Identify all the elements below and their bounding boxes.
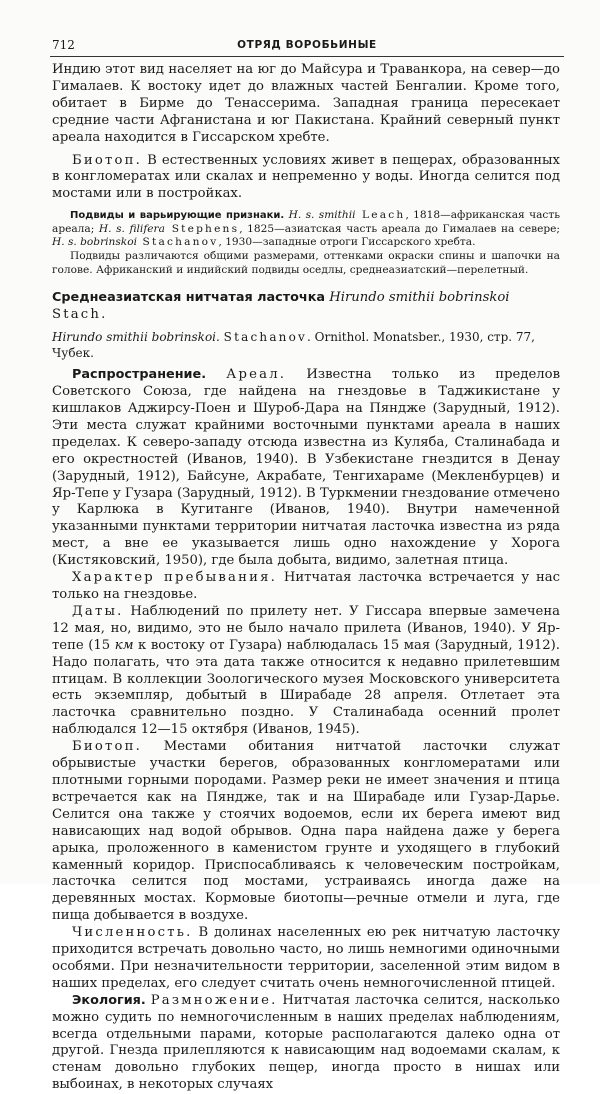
- paragraph-distribution: Распространение. Ареал. Известна только из пределов Советского Союза, где найдена на гнездовье в Таджикистане у кишлаков Аджирсу-Поен и Шуроб-Дара на Пяндже (Зарудный, 1912). Эти места служат крайними восточными пунктами ареала в наших пределах. К северо-западу отсюда известна из Куляба, Сталинабада и его окрестностей (Иванов, 1940). В Узбекистане гнездится в Денау (Зарудный, 1912), Байсуне, Акрабате, Тенгихараме (Мекленбурцев) и Яр-Тепе у Гузара (Зарудный, 1912). В Туркмении гнездование отмечено у Карлюка в Кугитанге (Иванов, 1940). Внутри намеченной указанными пунктами территории нитчатая ласточка известна из ряда мест, а вне ее указывается лишь одно нахождение у Хорога (Кистяковский, 1950), где была добыта, видимо, залетная птица.: [52, 367, 560, 569]
- label-stay: Характер пребывания.: [72, 570, 278, 586]
- page-body: [52, 62, 560, 1094]
- label-biotope: Биотоп.: [72, 152, 143, 168]
- running-header: [50, 38, 564, 57]
- paragraph-biotope-species: Биотоп. Местами обитания нитчатой ласточки служат обрывистые участки берегов, образованных конгломератами или плотными горными породами. Размер реки не имеет значения и птица встречается как на Пяндже, так и на Ширабаде или Гузар-Дарье. Селится она также у стоячих водоемов, если их берега имеют вид нависающих над водой обрывов. Одна пара найдена даже у берега арыка, проложенного в каменистом грунте и уходящего в глубокий каменный коридор. Приспосабливаясь к человеческим постройкам, ласточка селится под мостами, устраиваясь иногда даже на деревянных мостах. Кормовые биотопы—речные отмели и луга, где пища добывается в воздухе.: [52, 739, 560, 924]
- label-subspecies: Подвиды и варьирующие признаки.: [70, 210, 285, 222]
- label-reproduction: Размножение.: [150, 992, 278, 1008]
- label-dates: Даты.: [72, 603, 124, 619]
- species-heading: [52, 289, 560, 323]
- species-latin-name: Hirundo smithii bobrinskoi: [329, 290, 510, 306]
- species-author: Stach.: [52, 307, 108, 323]
- label-range: Ареал.: [226, 367, 287, 383]
- page-number: 712: [52, 38, 75, 52]
- paragraph-stay: Характер пребывания. Нитчатая ласточка встречается у нас только на гнездовье.: [52, 570, 560, 602]
- label-biotope-species: Биотоп.: [72, 739, 143, 755]
- species-title: Среднеазиатская нитчатая ласточка: [52, 290, 326, 306]
- label-abundance: Численность.: [72, 925, 193, 941]
- paragraph-range-continuation: Индию этот вид населяет на юг до Майсура и Траванкора, на север—до Гималаев. К востоку идет до влажных частей Бенгалии. Кроме того, обитает в Бирме до Тенассерима. Западная граница пересекает средние части Афганистана и юг Пакистана. Крайний северный пункт ареала находится в Гиссарском хребте.: [52, 62, 560, 145]
- paragraph-abundance: Численность. В долинах населенных ею рек нитчатую ласточку приходится встречать довольно часто, но лишь немногими одиночными особями. При незначительности территории, заселенной этим видом в наших пределах, его следует считать очень немногочисленной птицей.: [52, 925, 560, 991]
- label-distribution: Распространение.: [72, 367, 207, 383]
- paragraph-subspecies: Подвиды и варьирующие признаки. H. s. smithii Leach, 1818—африканская часть ареала; H. s. filifera Stephens, 1825—азиатская часть ареала до Гималаев на севере; H. s. bobrinskoi Stachanov, 1930—западные отроги Гиссарского хребта.: [52, 209, 561, 249]
- paragraph-biotope-general: Биотоп. В естественных условиях живет в пещерах, образованных в конгломератах или скалах и непременно у воды. Иногда селится под мостами или в постройках.: [52, 152, 560, 202]
- paragraph-subspecies-differences: Подвиды различаются общими размерами, оттенками окраски спины и шапочки на голове. Африканский и индийский подвиды оседлы, среднеазиатский—перелетный.: [52, 250, 560, 276]
- synonymy-line: Hirundo smithii bobrinskoi. Stachanov. Ornithol. Monatsber., 1930, стр. 77, Чубек.: [52, 330, 535, 361]
- running-title: ОТРЯД ВОРОБЬИНЫЕ: [237, 39, 377, 51]
- paragraph-dates: Даты. Наблюдений по прилету нет. У Гиссара впервые замечена 12 мая, но, видимо, это не было начало прилета (Иванов, 1940). У Яр-тепе (15 км к востоку от Гузара) наблюдалась 15 мая (Зарудный, 1912). Надо полагать, что эта дата также относится к недавно прилетевшим птицам. В коллекции Зоологического музея Московского университета есть экземпляр, добытый в Ширабаде 28 апреля. Отлетает эта ласточка сравнительно поздно. У Сталинабада осенний пролет наблюдался 12—15 октября (Иванов, 1945).: [52, 603, 560, 738]
- label-ecology: Экология.: [72, 992, 146, 1008]
- paragraph-ecology: Экология. Размножение. Нитчатая ласточка селится, насколько можно судить по немногочисленным в наших пределах наблюдениям, всегда отдельными парами, которые располагаются далеко одна от другой. Гнезда прилепляются к нависающим над водоемами скалам, к стенам довольно глубоких пещер, иногда просто в нишах или выбоинах, в некоторых случаях: [52, 992, 560, 1093]
